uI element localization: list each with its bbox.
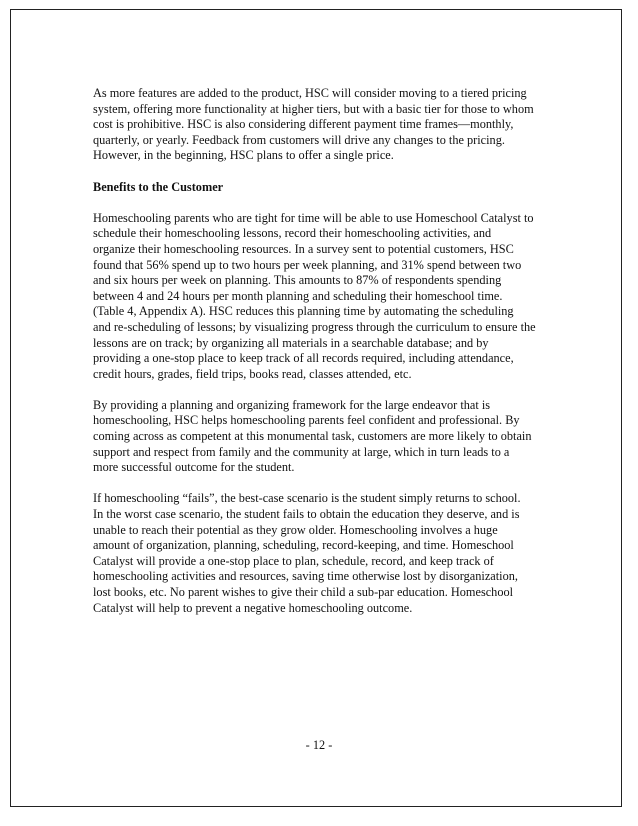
paragraph-time-savings: Homeschooling parents who are tight for time will be able to use Homeschool Catalyst to schedule their homeschooling lessons, record their homeschooling activities, and organize their homeschooling resources. In a survey sent to potential customers, HSC found that 56% spend up to two hours per week planning, and 31% spend between two and six hours per week on planning. This amounts to 87% of respondents spending between 4 and 24 hours per month planning and scheduling their homeschool time. (Table 4, Appendix A). HSC reduces this planning time by automating the scheduling and re-scheduling of lessons; by visualizing progress through the curriculum to ensure the lessons are on track; by organizing all materials in a searchable database; and by providing a one-stop place to keep track of all records required, including attendance, credit hours, grades, field trips, books read, classes attended, etc. <box>93 210 536 381</box>
document-body <box>93 86 555 632</box>
paragraph-confidence: By providing a planning and organizing framework for the large endeavor that is homeschooling, HSC helps homeschooling parents feel confident and professional. By coming across as competent at this monumental task, customers are more likely to obtain support and respect from family and the community at large, which in turn leads to a more successful outcome for the student. <box>93 397 532 475</box>
section-heading: Benefits to the Customer <box>93 179 224 194</box>
paragraph-outcome: If homeschooling “fails”, the best-case scenario is the student simply returns to school. In the worst case scenario, the student fails to obtain the education they deserve, and is unable to reach their potential as they grow older. Homeschooling involves a huge amount of organization, planning, scheduling, record-keeping, and time. Homeschool Catalyst will provide a one-stop place to plan, schedule, record, and keep track of homeschooling activities and resources, saving time otherwise lost by disorganization, lost books, etc. No parent wishes to give their child a sub-par education. Homeschool Catalyst will help to prevent a negative homeschooling outcome. <box>93 491 521 615</box>
paragraph-pricing: As more features are added to the product, HSC will consider moving to a tiered pricing system, offering more functionality at higher tiers, but with a basic tier for those to whom cost is prohibitive. HSC is also considering different payment time frames—monthly, quarterly, or yearly. Feedback from customers will drive any changes to the pricing. However, in the beginning, HSC plans to offer a single price. <box>93 86 534 163</box>
page-number: - 12 - <box>305 738 333 752</box>
